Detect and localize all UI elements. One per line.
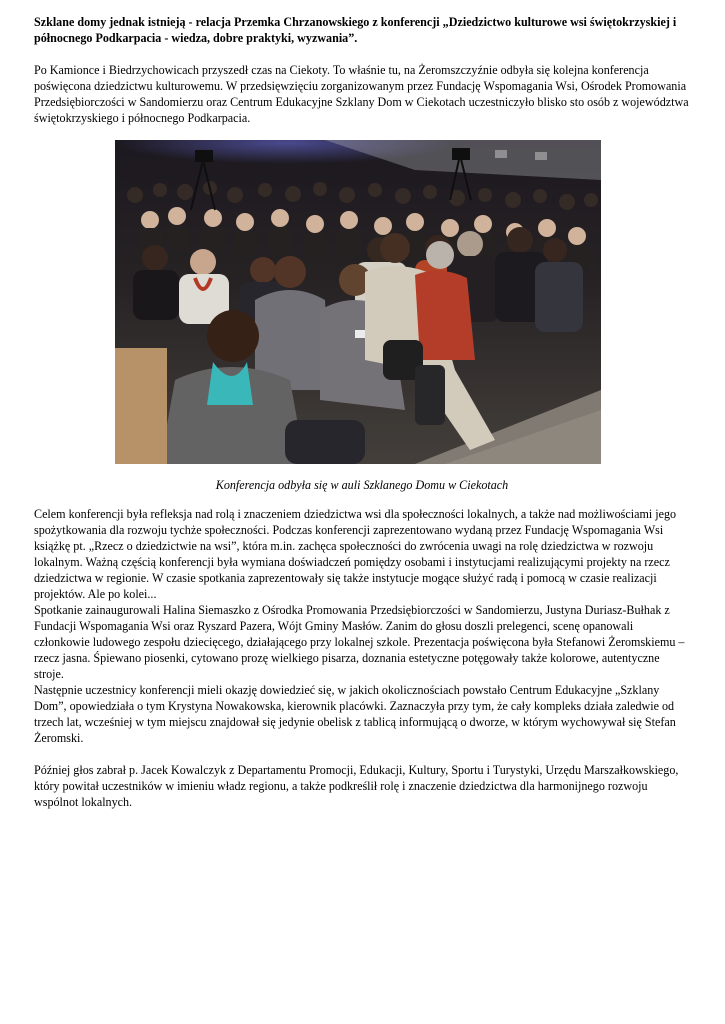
paragraph-szklany-dom: Następnie uczestnicy konferencji mieli okazję dowiedzieć się, w jakich okolicznościach powstało Centrum Edukacyjne „Szklany Dom”, opowiedziała o tym Krystyna Nowakowska, kierownik placówki. Zaznaczyła przy tym, że cały kompleks działa zaledwie od trzech lat, wcześniej w tym miejscu znajdował się jedynie obelisk z tablicą informującą o dworze, w którym wychowywał się Stefan Żeromski. (34, 683, 676, 745)
paragraph-kowalczyk: Później głos zabrał p. Jacek Kowalczyk z Departamentu Promocji, Edukacji, Kultury, Sportu i Turystyki, Urzędu Marszałkowskiego, który powitał uczestników w imieniu władz regionu, a także podkreślił rolę i znaczenie dziedzictwa dla harmonijnego rozwoju wspólnot lokalnych. (34, 763, 679, 809)
article-title: Szklane domy jednak istnieją - relacja Przemka Chrzanowskiego z konferencji „Dziedzictwo kulturowe wsi świętokrzyskiej i północnego Podkarpacia - wiedza, dobre praktyki, wyzwania”. (34, 15, 677, 45)
document-page (34, 14, 690, 810)
intro-paragraph: Po Kamionce i Biedrzychowicach przyszedł czas na Ciekoty. To właśnie tu, na Żeromszczyźnie odbyła się kolejna konferencja poświęcona dziedzictwu kulturowemu. W przedsięwzięciu zorganizowanym przez Fundację Wspomagania Wsi, Ośrodek Promowania Przedsiębiorczości w Sandomierzu oraz Centrum Edukacyjne Szklany Dom w Ciekotach uczestniczyło blisko sto osób z województwa świętokrzyskiego i północnego Podkarpacia. (34, 63, 689, 125)
photo-caption: Konferencja odbyła się w auli Szklanego Domu w Ciekotach (215, 478, 509, 492)
conference-photo (115, 140, 601, 464)
paragraph-opening: Spotkanie zainaugurowali Halina Siemaszko z Ośrodka Promowania Przedsiębiorczości w Sandomierzu, Justyna Duriasz-Bułhak z Fundacji Wspomagania Wsi oraz Ryszard Pazera, Wójt Gminy Masłów. Zanim do głosu doszli prelegenci, scenę opanowali członkowie ludowego zespołu dziecięcego, działającego przy lokalnej szkole. Prezentacja poświęcona była Stefanowi Żeromskiemu – rzecz jasna. Śpiewano piosenki, cytowano prozę wielkiego pisarza, doznania estetyczne potęgowały także kolorowe, autentyczne stroje. (34, 603, 685, 681)
paragraph-goal: Celem konferencji była refleksja nad rolą i znaczeniem dziedzictwa wsi dla społeczności lokalnych, a także nad możliwościami jego spożytkowania dla rozwoju tychże społeczności. Podczas konferencji zaprezentowano wydaną przez Fundację Wspomagania Wsi książkę pt. „Rzecz o dziedzictwie na wsi”, która m.in. zachęca społeczności do zwrócenia uwagi na rolę dziedzictwa w rozwoju lokalnym. Ważną częścią konferencji była wymiana doświadczeń pomiędzy osobami i instytucjami realizującymi projekty na rzecz dziedzictwa w regionie. W czasie spotkania zaprezentowały się także instytucje mogące służyć radą i pomocą w czasie realizacji projektów. Ale po kolei... (34, 507, 677, 601)
